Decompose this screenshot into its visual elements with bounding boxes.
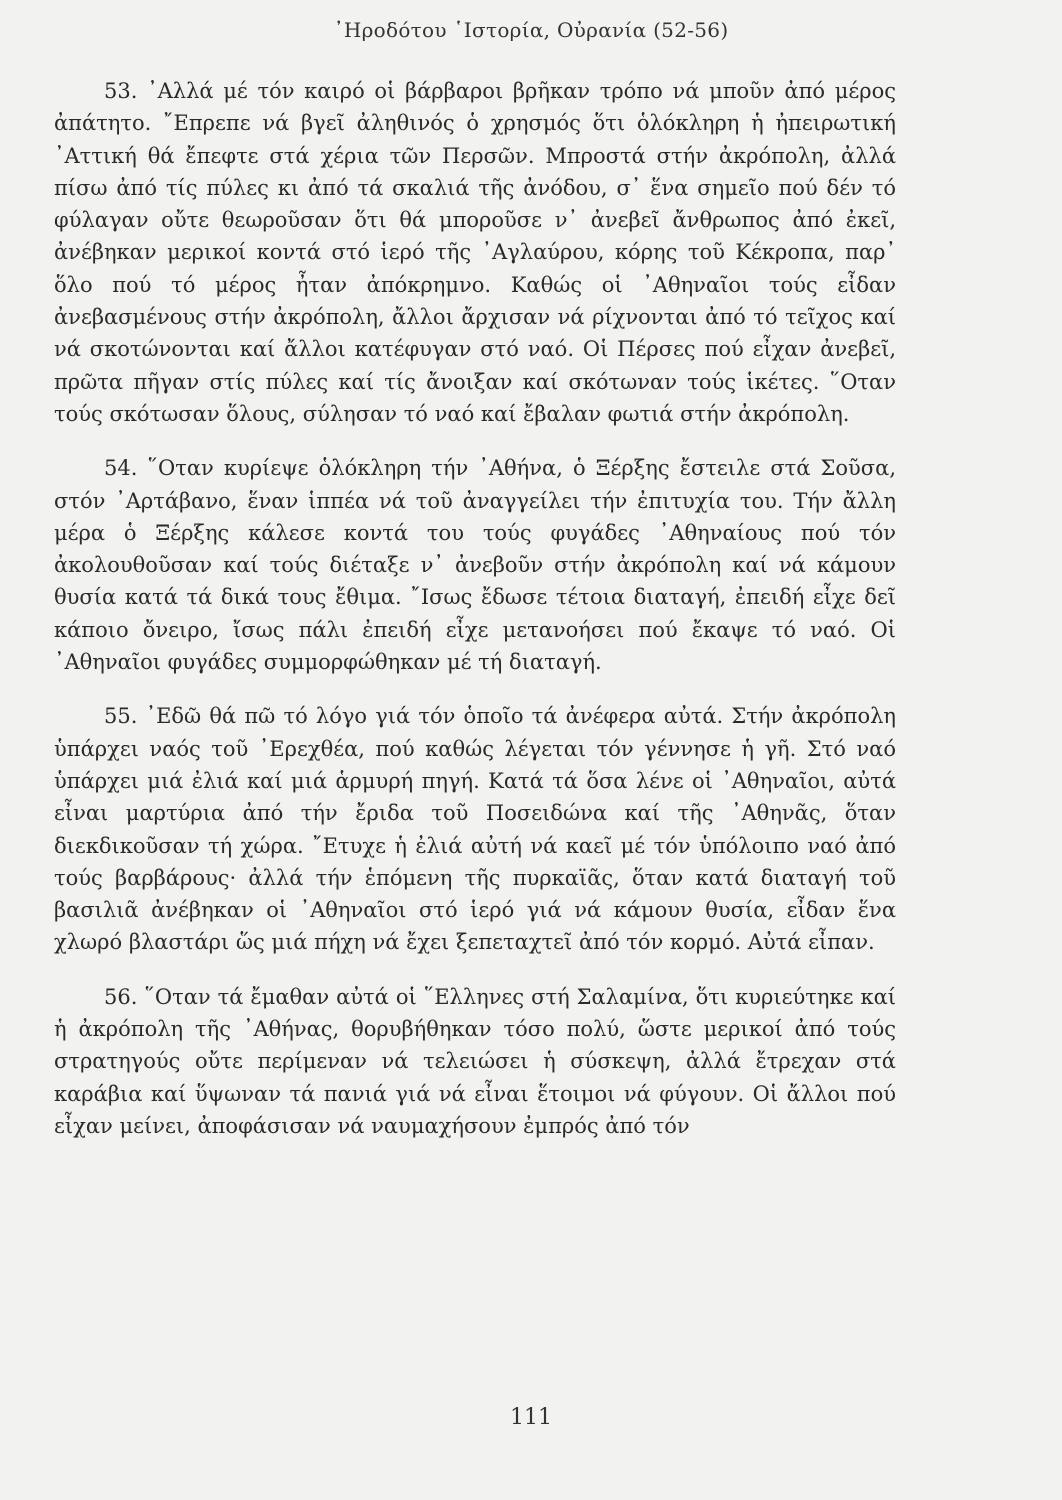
paragraph-56: 56. ῞Οταν τά ἔμαθαν αὐτά οἱ ῞Ελληνες στή Σαλαμίνα, ὅτι κυριεύτηκε καί ἡ ἀκρόπολη τῆς ᾿Αθήνας, θορυβήθηκαν τόσο πολύ, ὥστε μερικοί ἀπό τούς στρατηγούς οὔτε περίμεναν νά τελειώσει ἡ σύσκεψη, ἀλλά ἔτρεχαν στά καράβια καί ὕψωναν τά πανιά γιά νά εἶναι ἕτοιμοι νά φύγουν. Οἱ ἄλλοι πού εἶχαν μείνει, ἀποφάσισαν νά ναυμαχήσουν ἐμπρός ἀπό τόν: [54, 984, 896, 1138]
body-text: [54, 75, 896, 1142]
paragraph-53: 53. ᾿Αλλά μέ τόν καιρό οἱ βάρβαροι βρῆκαν τρόπο νά μποῦν ἀπό μέρος ἀπάτητο. ῎Επρεπε νά βγεῖ ἀληθινός ὁ χρησμός ὅτι ὁλόκληρη ἡ ἠπειρωτική ᾿Αττική θά ἔπεφτε στά χέρια τῶν Περσῶν. Μπροστά στήν ἀκρόπολη, ἀλλά πίσω ἀπό τίς πύλες κι ἀπό τά σκαλιά τῆς ἀνόδου, σ᾿ ἕνα σημεῖο πού δέν τό φύλαγαν οὔτε θεωροῦσαν ὅτι θά μποροῦσε ν᾿ ἀνεβεῖ ἄνθρωπος ἀπό ἐκεῖ, ἀνέβηκαν μερικοί κοντά στό ἱερό τῆς ᾿Αγλαύρου, κόρης τοῦ Κέκροπα, παρ᾿ ὅλο πού τό μέρος ἦταν ἀπόκρημνο. Καθώς οἱ ᾿Αθηναῖοι τούς εἶδαν ἀνεβασμένους στήν ἀκρόπολη, ἄλλοι ἄρχισαν νά ρίχνονται ἀπό τό τεῖχος καί νά σκοτώνονται καί ἄλλοι κατέφυγαν στό ναό. Οἱ Πέρσες πού εἶχαν ἀνεβεῖ, πρῶτα πῆγαν στίς πύλες καί τίς ἄνοιξαν καί σκότωναν τούς ἱκέτες. ῞Οταν τούς σκότωσαν ὅλους, σύλησαν τό ναό καί ἔβαλαν φωτιά στήν ἀκρόπολη.: [54, 79, 896, 426]
page-number: 111: [510, 1405, 552, 1430]
paragraph-54: 54. ῞Οταν κυρίεψε ὁλόκληρη τήν ᾿Αθήνα, ὁ Ξέρξης ἔστειλε στά Σοῦσα, στόν ᾿Αρτάβανο, ἕναν ἱππέα νά τοῦ ἀναγγείλει τήν ἐπιτυχία του. Τήν ἄλλη μέρα ὁ Ξέρξης κάλεσε κοντά του τούς φυγάδες ᾿Αθηναίους πού τόν ἀκολουθοῦσαν καί τούς διέταξε ν᾿ ἀνεβοῦν στήν ἀκρόπολη καί νά κάμουν θυσία κατά τά δικά τους ἔθιμα. ῎Ισως ἔδωσε τέτοια διαταγή, ἐπειδή εἶχε δεῖ κάποιο ὄνειρο, ἴσως πάλι ἐπειδή εἶχε μετανοήσει πού ἔκαψε τό ναό. Οἱ ᾿Αθηναῖοι φυγάδες συμμορφώθηκαν μέ τή διαταγή.: [54, 456, 896, 675]
paragraph-55: 55. ᾿Εδῶ θά πῶ τό λόγο γιά τόν ὁποῖο τά ἀνέφερα αὐτά. Στήν ἀκρόπολη ὑπάρχει ναός τοῦ ᾿Ερεχθέα, πού καθώς λέγεται τόν γέννησε ἡ γῆ. Στό ναό ὑπάρχει μιά ἐλιά καί μιά ἁρμυρή πηγή. Κατά τά ὅσα λένε οἱ ᾿Αθηναῖοι, αὐτά εἶναι μαρτύρια ἀπό τήν ἔριδα τοῦ Ποσειδώνα καί τῆς ᾿Αθηνᾶς, ὅταν διεκδικοῦσαν τή χώρα. ῎Ετυχε ἡ ἐλιά αὐτή νά καεῖ μέ τόν ὑπόλοιπο ναό ἀπό τούς βαρβάρους· ἀλλά τήν ἑπόμενη τῆς πυρκαϊᾶς, ὅταν κατά διαταγή τοῦ βασιλιᾶ ἀνέβηκαν οἱ ᾿Αθηναῖοι στό ἱερό γιά νά κάμουν θυσία, εἶδαν ἕνα χλωρό βλαστάρι ὥς μιά πήχη νά ἔχει ξεπεταχτεῖ ἀπό τόν κορμό. Αὐτά εἶπαν.: [54, 704, 896, 955]
running-title: ᾿Ηροδότου ῾Ιστορία, Οὐρανία (52-56): [333, 18, 729, 42]
